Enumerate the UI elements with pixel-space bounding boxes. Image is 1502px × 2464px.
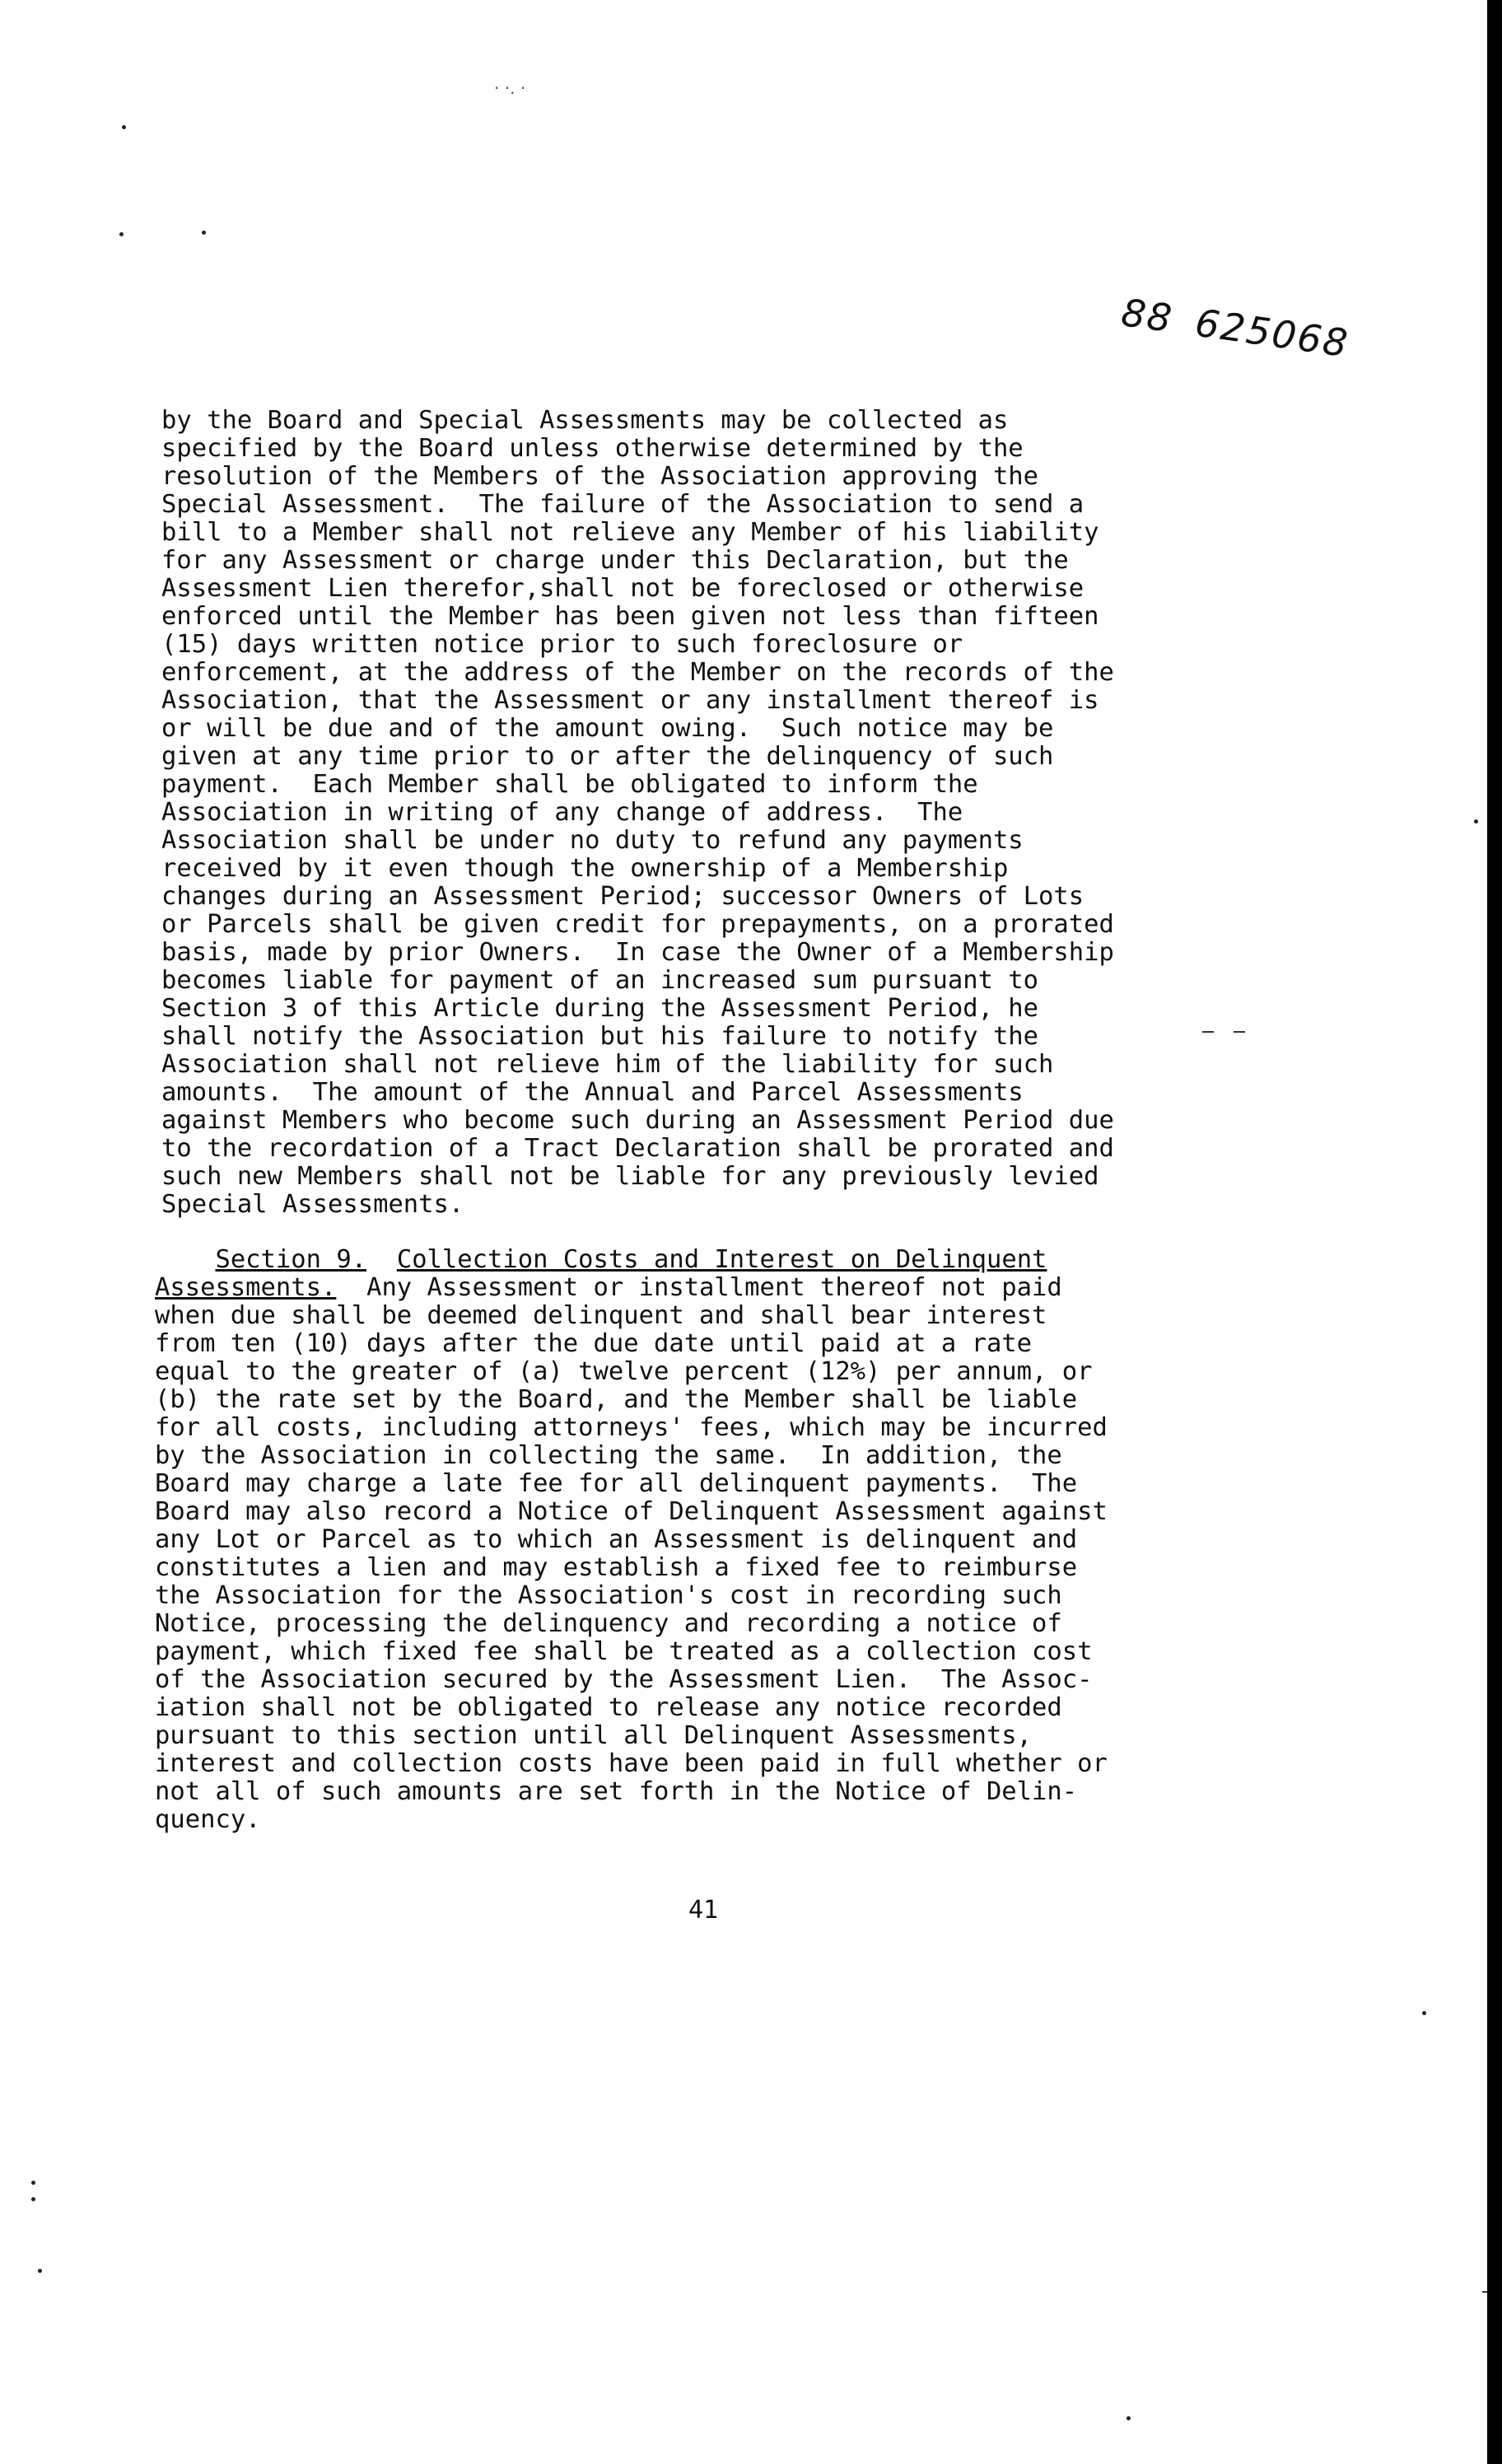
text-line: specified by the Board unless otherwise determined by the [161, 434, 1024, 463]
text-line: Special Assessments. [161, 1190, 464, 1219]
text-line: Association shall not relieve him of the liability for such [161, 1050, 1054, 1079]
text-line: equal to the greater of (a) twelve percent (12%) per annum, or [155, 1357, 1093, 1386]
page-number: 41 [688, 1896, 719, 1925]
text-line: enforced until the Member has been given not less than fifteen [161, 602, 1099, 631]
text-line: received by it even though the ownership of a Membership [161, 854, 1009, 883]
text-line: Notice, processing the delinquency and recording a notice of [155, 1609, 1062, 1638]
text-line: Board may also record a Notice of Delinquent Assessment against [155, 1497, 1108, 1526]
text-line: of the Association secured by the Assessment Lien. The Assoc- [155, 1665, 1093, 1694]
section-9 [155, 1246, 1308, 1834]
text-line: Board may charge a late fee for all delinquent payments. The [155, 1469, 1078, 1498]
scan-dot [1422, 2011, 1426, 2015]
document-number-prefix: 88 [1118, 290, 1176, 342]
text-line: not all of such amounts are set forth in the Notice of Delin- [155, 1777, 1078, 1806]
text-line: payment, which fixed fee shall be treated as a collection cost [155, 1637, 1093, 1666]
text-line: by the Association in collecting the same. In addition, the [155, 1441, 1062, 1470]
section-9-label: Section 9. [215, 1245, 367, 1274]
text-line: amounts. The amount of the Annual and Parcel Assessments [161, 1078, 1024, 1107]
text-line: bill to a Member shall not relieve any Member of his liability [161, 518, 1099, 547]
text-line: interest and collection costs have been paid in full whether or [155, 1749, 1108, 1778]
text-line: Special Assessment. The failure of the Association to send a [161, 490, 1085, 519]
scan-dot [122, 125, 126, 129]
text-line: given at any time prior to or after the delinquency of such [161, 742, 1054, 771]
section-9-title-part1: Collection Costs and Interest on Delinquent [396, 1245, 1047, 1274]
text-line: iation shall not be obligated to release any notice recorded [155, 1693, 1062, 1722]
text-line: (b) the rate set by the Board, and the Member shall be liable [155, 1385, 1078, 1414]
scan-dot [202, 231, 206, 235]
text-line: Association in writing of any change of address. The [161, 798, 963, 827]
scan-dot [1474, 819, 1478, 824]
section-9-second-line [155, 1274, 1308, 1302]
text-line: or Parcels shall be given credit for prepayments, on a prorated [161, 910, 1114, 939]
text-line: Assessment Lien therefor,shall not be foreclosed or otherwise [161, 574, 1085, 603]
text-line: any Lot or Parcel as to which an Assessment is delinquent and [155, 1525, 1078, 1554]
text-line: shall notify the Association but his failure to notify the [161, 1022, 1039, 1051]
text-line: for all costs, including attorneys' fees, which may be incurred [155, 1413, 1108, 1442]
scan-dot [31, 2197, 35, 2201]
text-line: constitutes a lien and may establish a fixed fee to reimburse [155, 1553, 1078, 1582]
text-line: when due shall be deemed delinquent and shall bear interest [155, 1301, 1047, 1330]
text-line: or will be due and of the amount owing. Such notice may be [161, 714, 1054, 743]
text-line: becomes liable for payment of an increased sum pursuant to [161, 966, 1039, 995]
text-line: Association shall be under no duty to refund any payments [161, 826, 1024, 855]
section-9-first-line [155, 1246, 1308, 1274]
text-line: quency. [155, 1805, 261, 1834]
scan-dot [119, 232, 124, 236]
text-line: Association, that the Assessment or any installment thereof is [161, 686, 1099, 715]
text-line: to the recordation of a Tract Declaration shall be prorated and [161, 1134, 1114, 1163]
text-line: by the Board and Special Assessments may be collected as [161, 406, 1009, 435]
text-line: the Association for the Association's cost in recording such [155, 1581, 1062, 1610]
text-line: (15) days written notice prior to such foreclosure or [161, 630, 963, 659]
text-line: pursuant to this section until all Delinquent Assessments, [155, 1721, 1033, 1750]
text-line: for any Assessment or charge under this Declaration, but the [161, 546, 1069, 575]
text-line: Section 3 of this Article during the Assessment Period, he [161, 994, 1039, 1023]
text-line: from ten (10) days after the due date until paid at a rate [155, 1329, 1033, 1358]
scan-dot [1126, 2416, 1131, 2420]
section-9-body [155, 1302, 1308, 1834]
scan-edge [1487, 0, 1502, 2464]
stamp-mark: · ·. · [494, 78, 526, 98]
text-line: resolution of the Members of the Association approving the [161, 462, 1039, 491]
document-number [1118, 290, 1374, 369]
text-line: changes during an Assessment Period; successor Owners of Lots [161, 882, 1085, 911]
scan-dot [38, 2269, 42, 2273]
section-9-title-part2: Assessments. [155, 1273, 337, 1302]
text-line: against Members who become such during an Assessment Period due [161, 1106, 1114, 1135]
paragraph-assessment-notice [161, 407, 1290, 1219]
text-line: payment. Each Member shall be obligated to inform the [161, 770, 978, 799]
text-line: basis, made by prior Owners. In case the Owner of a Membership [161, 938, 1114, 967]
text-line: enforcement, at the address of the Member on the records of the [161, 658, 1114, 687]
scan-dot [31, 2181, 35, 2185]
section-9-first-line-rest: Any Assessment or installment thereof not paid [336, 1273, 1062, 1302]
document-number-suffix: 625068 [1192, 300, 1352, 366]
text-line: such new Members shall not be liable for any previously levied [161, 1162, 1099, 1191]
